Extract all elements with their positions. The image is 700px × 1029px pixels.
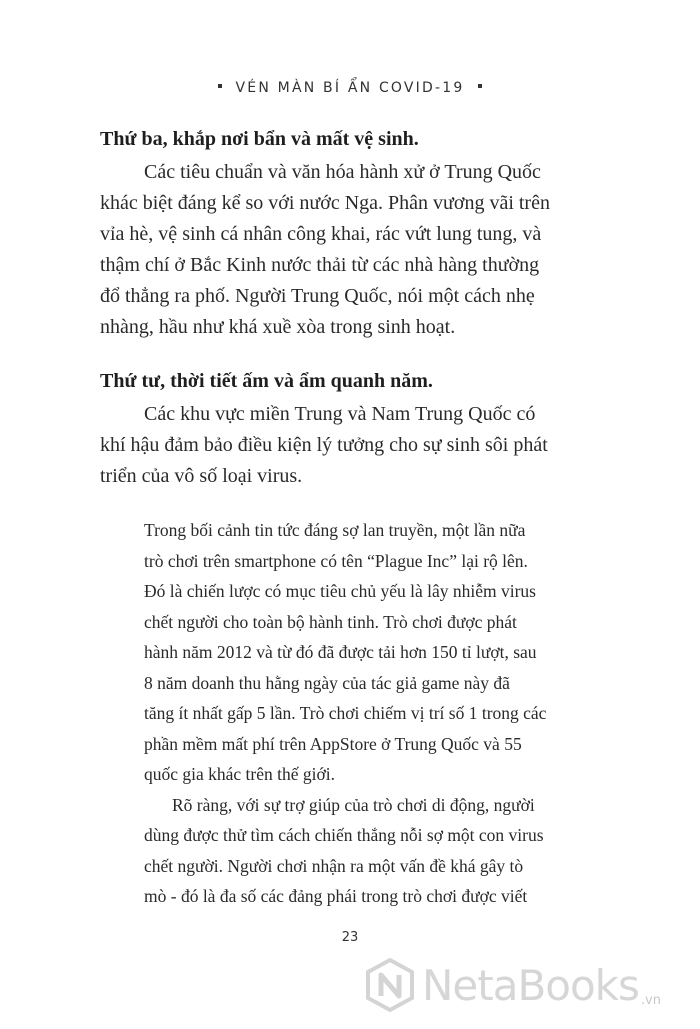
bullet-icon: [218, 84, 222, 88]
text-line: thậm chí ở Bắc Kinh nước thải từ các nhà hàng thường: [100, 254, 540, 276]
watermark-suffix: .vn: [640, 993, 661, 1008]
section-heading-2: Thứ tư, thời tiết ấm và ẩm quanh năm.: [100, 370, 433, 392]
watermark-brand: NetaBooks: [422, 960, 639, 1010]
quote-line: quốc gia khác trên thế giới.: [144, 764, 335, 784]
quote-line: chết người. Người chơi nhận ra một vấn đề khá gây tò: [144, 855, 524, 876]
watermark: [362, 950, 692, 1020]
text-line: nhàng, hầu như khá xuề xòa trong sinh hoạt.: [100, 316, 456, 338]
text-line: khí hậu đảm bảo điều kiện lý tưởng cho sự sinh sôi phát: [100, 434, 548, 456]
text-line: Các tiêu chuẩn và văn hóa hành xử ở Trung Quốc: [144, 161, 541, 183]
bullet-icon: [478, 84, 482, 88]
text-line: khác biệt đáng kể so với nước Nga. Phân vương vãi trên: [100, 192, 550, 214]
quote-line: phần mềm mất phí trên AppStore ở Trung Quốc và 55: [144, 733, 522, 754]
text-line: đổ thẳng ra phố. Người Trung Quốc, nói một cách nhẹ: [100, 285, 535, 307]
running-title: VÉN MÀN BÍ ẨN COVID-19: [235, 80, 465, 96]
quote-line: tăng ít nhất gấp 5 lần. Trò chơi chiếm vị trí số 1 trong các: [144, 703, 547, 723]
page-number: 23: [341, 930, 359, 945]
quote-line: dùng được thử tìm cách chiến thắng nỗi sợ một con virus: [144, 825, 544, 845]
section-body-1: [100, 157, 605, 343]
quote-line: mò - đó là đa số các đảng phái trong trò chơi được viết: [144, 886, 528, 906]
running-header: [0, 80, 700, 96]
section-body-2: [100, 399, 605, 492]
section-heading-1: Thứ ba, khắp nơi bẩn và mất vệ sinh.: [100, 128, 419, 150]
text-line: triển của vô số loại virus.: [100, 465, 303, 487]
quote-line: Đó là chiến lược có mục tiêu chủ yếu là lây nhiễm virus: [144, 581, 536, 601]
quote-line: hành năm 2012 và từ đó đã được tải hơn 150 tỉ lượt, sau: [144, 642, 537, 662]
text-line: Các khu vực miền Trung và Nam Trung Quốc có: [144, 403, 536, 425]
quote-line: Rõ ràng, với sự trợ giúp của trò chơi di động, người: [172, 794, 535, 815]
text-line: vỉa hè, vệ sinh cá nhân công khai, rác vứt lung tung, và: [100, 223, 542, 245]
quote-line: 8 năm doanh thu hằng ngày của tác giả game này đã: [144, 672, 510, 693]
quote-block: [144, 515, 609, 912]
quote-line: chết người cho toàn bộ hành tinh. Trò chơi được phát: [144, 611, 517, 632]
quote-line: trò chơi trên smartphone có tên “Plague Inc” lại rộ lên.: [144, 550, 528, 571]
brand-logo-icon: [362, 957, 418, 1013]
quote-line: Trong bối cảnh tin tức đáng sợ lan truyền, một lần nữa: [144, 520, 526, 540]
